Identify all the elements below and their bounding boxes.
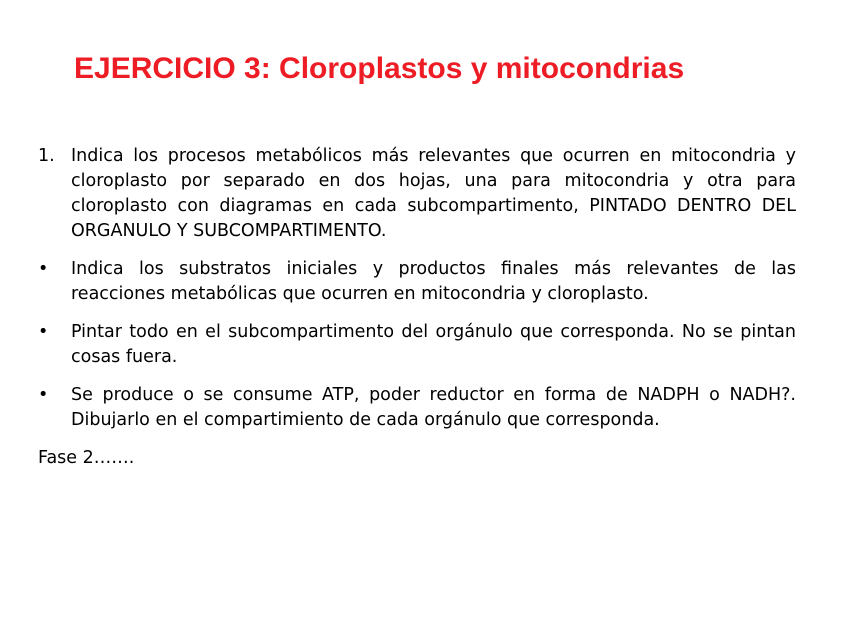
list-item-text: Indica los substratos iniciales y productos finales más relevantes de las reacciones metabólicas que ocurren en mitocondria y cloroplasto. — [71, 259, 796, 304]
list-item-4 — [38, 383, 796, 433]
list-item-2 — [38, 257, 796, 307]
list-item-text: Pintar todo en el subcompartimento del orgánulo que corresponda. No se pintan cosas fuera. — [71, 322, 796, 367]
bullet-icon: • — [38, 385, 49, 405]
bullet-icon: • — [38, 322, 49, 342]
list-number: 1. — [38, 146, 55, 166]
list-item-text: Indica los procesos metabólicos más relevantes que ocurren en mitocondria y cloroplasto por separado en dos hojas, una para mitocondria y otra para cloroplasto con diagramas en cada subcompartimento, PINTADO DENTRO DEL ORGANULO Y SUBCOMPARTIMENTO. — [71, 146, 796, 241]
bullet-icon: • — [38, 259, 49, 279]
list-item-text: Se produce o se consume ATP, poder reductor en forma de NADPH o NADH?. Dibujarlo en el compartimiento de cada orgánulo que corresponda. — [71, 385, 796, 430]
list-item-3 — [38, 320, 796, 370]
phase-label: Fase 2……. — [38, 448, 135, 468]
slide-title: EJERCICIO 3: Cloroplastos y mitocondrias — [74, 52, 685, 85]
exercise-list — [38, 144, 796, 471]
list-item-1 — [38, 144, 796, 244]
